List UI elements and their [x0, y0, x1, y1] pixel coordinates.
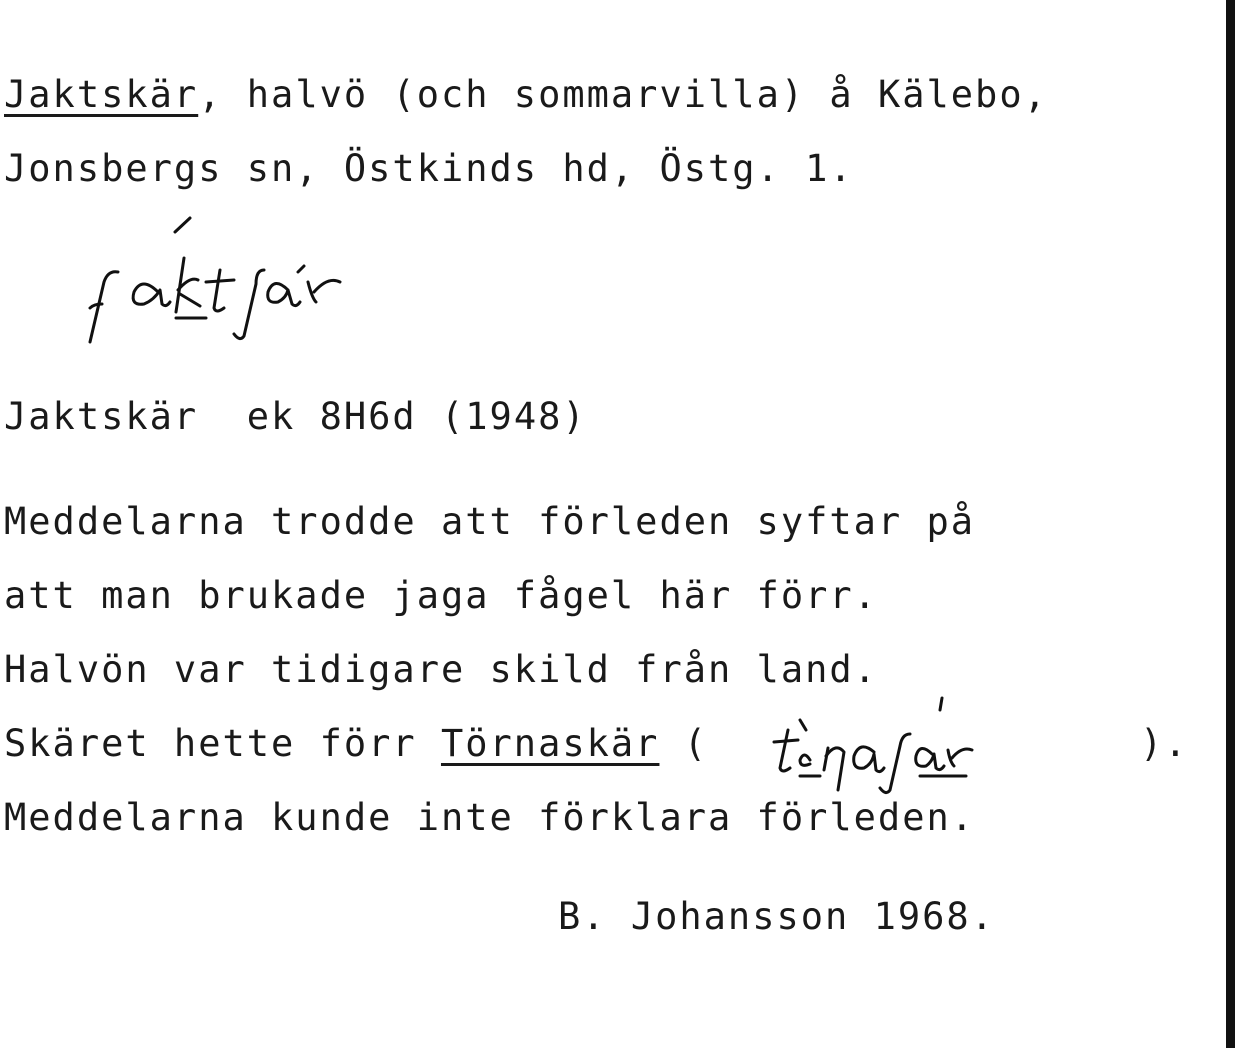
location-line: Jonsbergs sn, Östkinds hd, Östg. 1. — [4, 147, 854, 190]
map-reference-line — [4, 395, 587, 438]
note-line-3: Halvön var tidigare skild från land. — [4, 648, 878, 691]
last-note-line: Meddelarna kunde inte förklara förleden. — [4, 796, 976, 839]
old-name-open-paren: ( — [683, 722, 709, 765]
handwritten-pronunciation-1 — [80, 212, 390, 352]
map-reference-name: Jaktskär — [4, 395, 199, 438]
header-description: , halvö (och sommarvilla) å Kälebo, — [198, 73, 1048, 116]
note-line-2: att man brukade jaga fågel här förr. — [4, 574, 878, 617]
old-name: Törnaskär — [440, 722, 660, 765]
map-reference-details: ek 8H6d (1948) — [246, 395, 587, 438]
headword: Jaktskär — [4, 73, 199, 116]
old-name-prefix: Skäret hette förr — [4, 722, 441, 765]
header-line — [4, 73, 1048, 116]
note-line-1: Meddelarna trodde att förleden syftar på — [4, 500, 976, 543]
old-name-line — [4, 722, 709, 765]
card-edge-border — [1226, 0, 1235, 1048]
signature: B. Johansson 1968. — [558, 895, 995, 938]
handwritten-pronunciation-2 — [770, 690, 1020, 800]
old-name-close-paren: ). — [1140, 722, 1189, 765]
